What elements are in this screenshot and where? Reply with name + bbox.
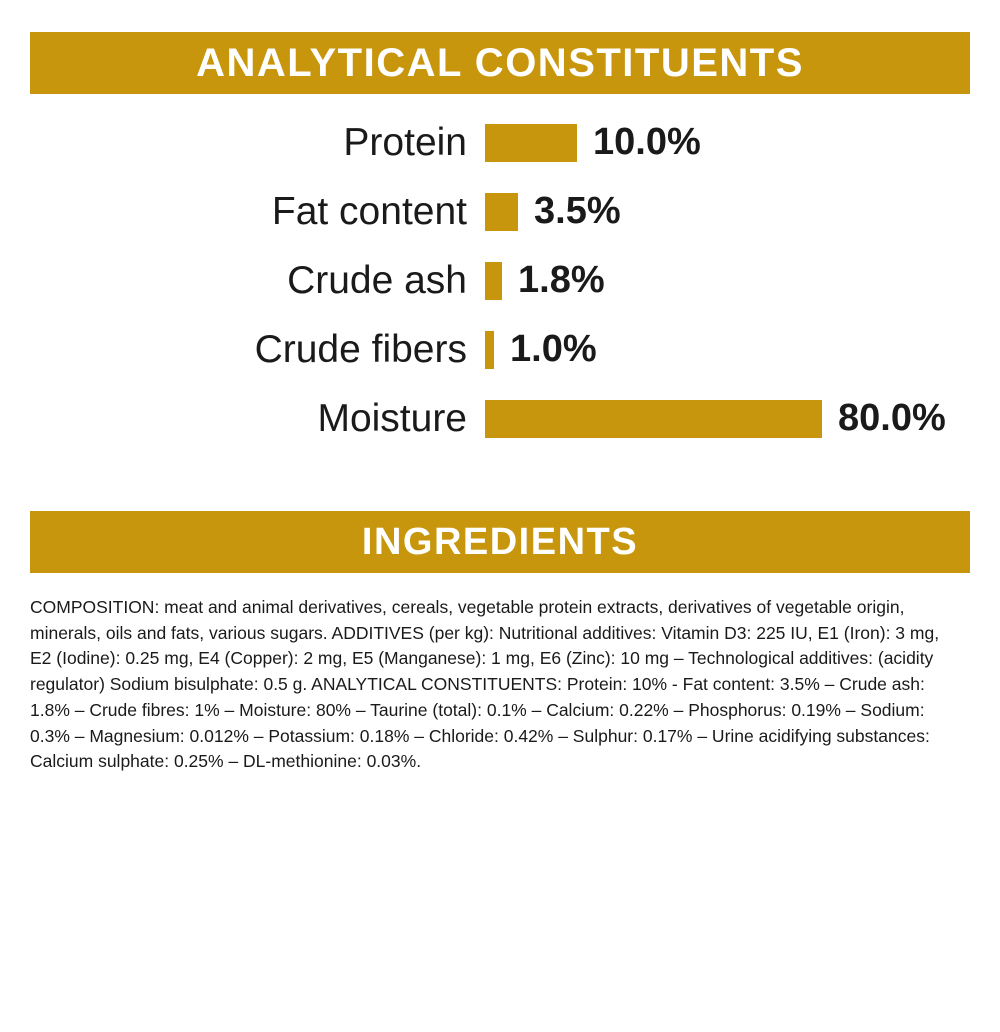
bar-fat-content: [485, 193, 518, 231]
chart-row: [30, 108, 970, 177]
bar-track: [485, 328, 970, 371]
bar-crude-ash: [485, 262, 502, 300]
bar-track: [485, 397, 970, 440]
nutrition-panel: [0, 32, 1000, 1032]
section-spacer: [30, 453, 970, 511]
bar-protein: [485, 124, 577, 162]
bar-value: 1.0%: [510, 328, 597, 370]
analytical-constituents-chart: [30, 108, 970, 453]
bar-label: Protein: [343, 120, 467, 164]
bar-label: Crude ash: [287, 258, 467, 302]
chart-row: [30, 315, 970, 384]
bar-moisture: [485, 400, 822, 438]
chart-row: [30, 177, 970, 246]
analytical-constituents-header: ANALYTICAL CONSTITUENTS: [30, 32, 970, 94]
bar-crude-fibers: [485, 331, 494, 369]
bar-track: [485, 121, 970, 164]
ingredients-composition-text: COMPOSITION: meat and animal derivatives, cereals, vegetable protein extracts, derivatives of vegetable origin, minerals, oils and fats, various sugars. ADDITIVES (per kg): Nutritional additives: Vitamin D3: 225 IU, E1 (Iron): 3 mg, E2 (Iodine): 0.25 mg, E4 (Copper): 2 mg, E5 (Manganese): 1 mg, E6 (Zinc): 10 mg – Technological additives: (acidity regulator) Sodium bisulphate: 0.5 g. ANALYTICAL CONSTITUENTS: Protein: 10% - Fat content: 3.5% – Crude ash: 1.8% – Crude fibres: 1% – Moisture: 80% – Taurine (total): 0.1% – Calcium: 0.22% – Phosphorus: 0.19% – Sodium: 0.3% – Magnesium: 0.012% – Potassium: 0.18% – Chloride: 0.42% – Sulphur: 0.17% – Urine acidifying substances: Calcium sulphate: 0.25% – DL-methionine: 0.03%.: [30, 597, 940, 772]
bar-value: 80.0%: [838, 397, 946, 439]
ingredients-header: INGREDIENTS: [30, 511, 970, 573]
chart-row: [30, 246, 970, 315]
bar-label: Moisture: [317, 396, 467, 440]
bar-label: Fat content: [271, 189, 467, 233]
chart-row: [30, 384, 970, 453]
bar-value: 10.0%: [593, 121, 701, 163]
bar-track: [485, 259, 970, 302]
bar-label: Crude fibers: [254, 327, 467, 371]
bar-value: 1.8%: [518, 259, 605, 301]
bar-value: 3.5%: [534, 190, 621, 232]
bar-track: [485, 190, 970, 233]
